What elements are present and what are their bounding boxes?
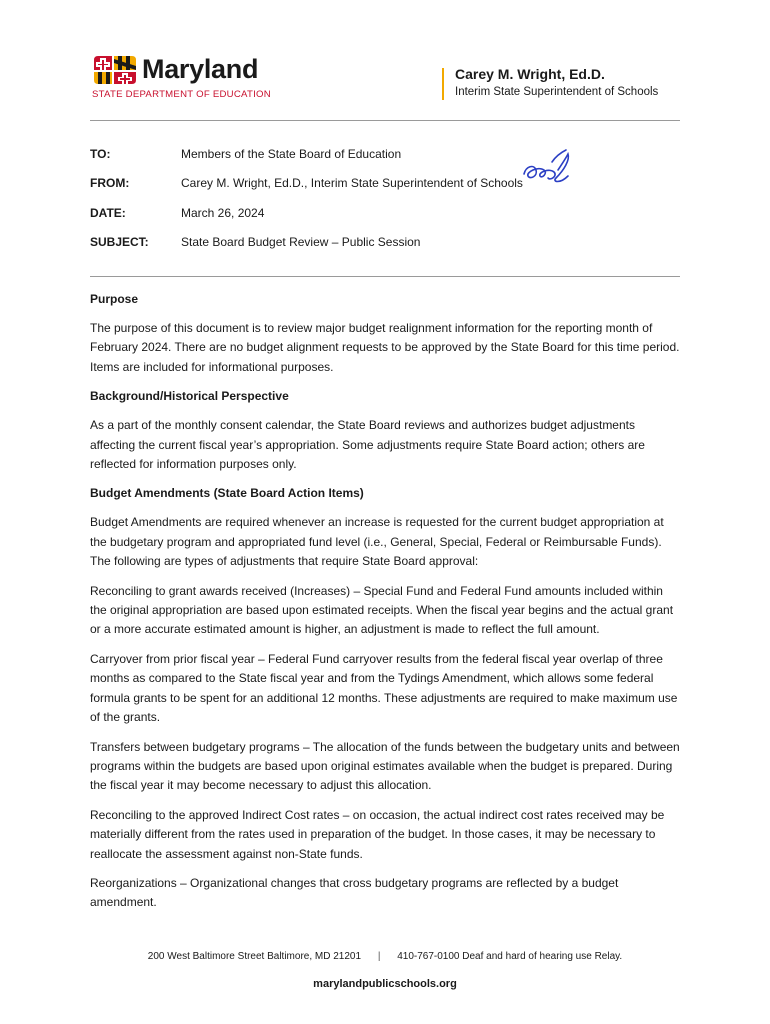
- background-text: As a part of the monthly consent calendar, the State Board reviews and authorizes budget adjustments affecting the current fiscal year’s appropriation. Some adjustments require State Board action; others are reflected for information purposes only.: [90, 418, 645, 472]
- footer-website-link[interactable]: marylandpublicschools.org: [313, 978, 457, 990]
- amendments-text: Budget Amendments are required whenever an increase is requested for the current budget appropriation at the budgetary program and appropriated fund level (i.e., General, Special, Federal or Reimbursable Funds). The following are types of adjustments that require State Board approval:: [90, 515, 664, 569]
- footer-phone: 410-767-0100 Deaf and hard of hearing use Relay.: [397, 951, 623, 962]
- memo-subject-label: SUBJECT:: [90, 235, 149, 249]
- superintendent-name: Carey M. Wright, Ed.D.: [455, 66, 605, 82]
- background-heading: Background/Historical Perspective: [90, 389, 289, 404]
- signature-icon: [520, 148, 572, 188]
- header-divider: [442, 68, 444, 100]
- item-grants: Reconciling to grant awards received (Increases) – Special Fund and Federal Fund amounts included within the original appropriation are based upon estimated receipts. When the fiscal year begins and the actual grant or a more accurate estimated amount is higher, an adjustment is made to reflect the full amount.: [90, 583, 674, 637]
- memo-to-label: TO:: [90, 147, 111, 161]
- item-indirect: Reconciling to the approved Indirect Cost rates – on occasion, the actual indirect cost rates received may be materially different from the rates used in preparation of the budget. In those cases, it may be necessary to reallocate the assessment against non-State funds.: [90, 807, 665, 861]
- maryland-flag-logo-icon: [92, 54, 138, 86]
- item-carryover: Carryover from prior fiscal year – Federal Fund carryover results from the federal fiscal year overlap of three months as compared to the State fiscal year and from the Tydings Amendment, which allows some federal formula grants to be spent for an additional 12 months. These adjustments are required to make maximum use of the grants.: [90, 651, 678, 725]
- footer-address: 200 West Baltimore Street Baltimore, MD 21201: [147, 951, 362, 962]
- amendments-heading: Budget Amendments (State Board Action Items): [90, 486, 364, 501]
- item-transfers: Transfers between budgetary programs – The allocation of the funds between the budgetary units and between programs within the budgets are based upon original estimates available when the budget is prepared. During the fiscal year it may become necessary to adjust this allocation.: [90, 739, 680, 793]
- purpose-text: The purpose of this document is to review major budget realignment information for the reporting month of February 2024. There are no budget alignment requests to be approved by the State Board for this time period. Items are included for informational purposes.: [90, 321, 680, 374]
- footer-separator: |: [377, 951, 381, 962]
- memo-to-value: Members of the State Board of Education: [181, 147, 402, 161]
- header-rule: [90, 120, 680, 121]
- memo-from-label: FROM:: [90, 176, 130, 190]
- footer-contact: [0, 951, 770, 962]
- msde-logo: [92, 52, 292, 100]
- memo-body: [90, 290, 682, 923]
- memo-rule: [90, 276, 680, 277]
- memo-subject-value: State Board Budget Review – Public Session: [181, 235, 421, 249]
- logo-wordmark: Maryland: [142, 54, 259, 84]
- item-reorganizations: Reorganizations – Organizational changes that cross budgetary programs are reflected by a budget amendment.: [90, 875, 619, 910]
- memo-from-value: Carey M. Wright, Ed.D., Interim State Superintendent of Schools: [181, 176, 523, 190]
- superintendent-title: Interim State Superintendent of Schools: [455, 86, 659, 98]
- purpose-heading: Purpose: [90, 292, 139, 306]
- memo-date-label: DATE:: [90, 206, 126, 220]
- memo-date-value: March 26, 2024: [181, 206, 265, 220]
- logo-department: STATE DEPARTMENT OF EDUCATION: [92, 89, 271, 100]
